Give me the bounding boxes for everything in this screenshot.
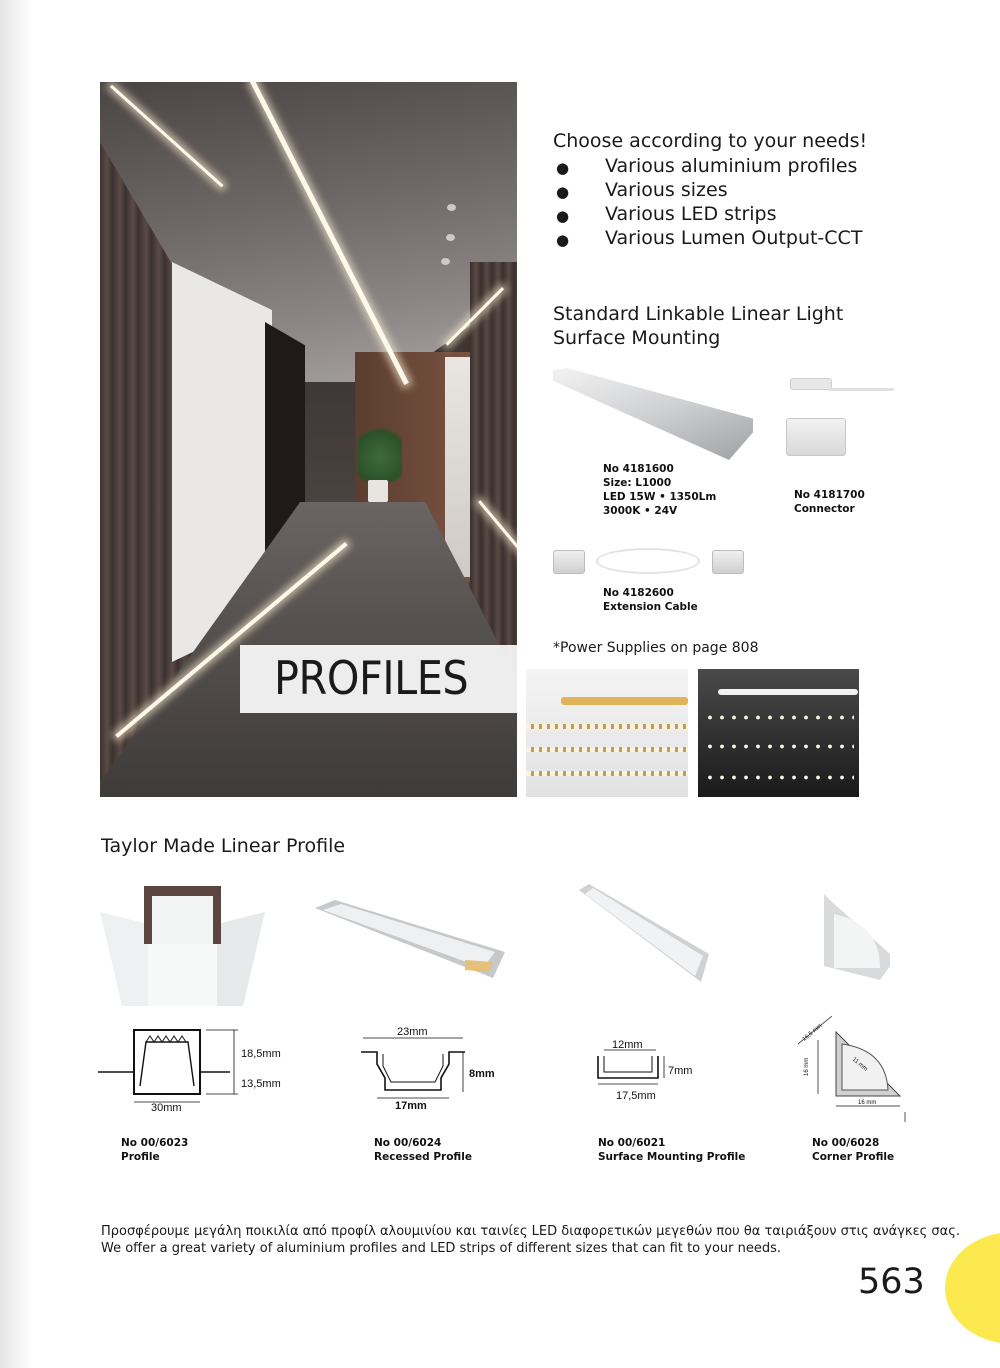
dim-height: 8mm	[469, 1068, 495, 1080]
taylor-title: Taylor Made Linear Profile	[101, 835, 346, 857]
hero-ceiling-spot	[447, 204, 456, 211]
profiles-banner-text: PROFILES	[274, 651, 469, 705]
product-caption-6021	[598, 1136, 745, 1164]
extension-cable-end-right	[712, 550, 744, 574]
page-tab-accent	[945, 1232, 1000, 1344]
dim-height-inner: 13,5mm	[241, 1078, 281, 1090]
dim-bottom: 17,5mm	[616, 1090, 656, 1102]
standard-title-line1: Standard Linkable Linear Light	[553, 303, 844, 325]
product-name: Profile	[121, 1151, 160, 1163]
smd-strip	[526, 747, 688, 752]
profile-6028-photo	[824, 894, 890, 984]
dim-base: 16 mm	[858, 1100, 877, 1106]
product-code: No 00/6023	[121, 1137, 189, 1149]
intro-heading: Choose according to your needs!	[553, 130, 868, 152]
profile-6028-drawing	[790, 1000, 910, 1128]
hero-ceiling-spot	[441, 258, 450, 265]
bullet-dot-icon: ●	[556, 183, 570, 201]
standard-title-line2: Surface Mounting	[553, 327, 721, 349]
dim-top: 23mm	[397, 1026, 428, 1038]
product-spec: Extension Cable	[603, 601, 698, 613]
product-name: Corner Profile	[812, 1151, 895, 1163]
dim-height: 7mm	[668, 1065, 693, 1077]
led-dots	[704, 715, 854, 720]
product-caption-4182600	[603, 586, 698, 614]
bullet-dot-icon: ●	[556, 159, 570, 177]
profile-6023-photo	[100, 884, 265, 1006]
dim-diagonal: 11 mm	[850, 1056, 869, 1073]
hero-ceiling-spot	[446, 234, 455, 241]
product-caption-4181700	[794, 488, 865, 516]
power-supplies-note: *Power Supplies on page 808	[553, 640, 759, 656]
dim-side-a: 16,5 mm	[801, 1023, 824, 1043]
product-spec: Connector	[794, 503, 855, 515]
smd-strip	[526, 771, 688, 776]
dim-height-outer: 18,5mm	[241, 1048, 281, 1060]
hero-plant	[358, 420, 402, 482]
smd-strip	[526, 724, 688, 729]
hero-corridor-photo	[100, 82, 517, 797]
profile-6021-photo	[579, 884, 709, 984]
cob-strip-lit	[718, 689, 858, 695]
dim-width: 30mm	[151, 1102, 182, 1114]
product-code: No 00/6028	[812, 1137, 880, 1149]
profiles-banner	[240, 645, 517, 713]
bullet-dot-icon: ●	[556, 207, 570, 225]
product-name: Recessed Profile	[374, 1151, 472, 1163]
connector-wire-image	[828, 388, 894, 395]
led-dots	[704, 744, 854, 749]
connector-plug-image	[790, 378, 832, 390]
product-spec: 3000K • 24V	[603, 505, 678, 517]
page-number: 563	[858, 1262, 925, 1302]
linear-light-product-image	[553, 368, 753, 460]
product-code: No 00/6021	[598, 1137, 666, 1149]
led-strip-lit-photo	[698, 669, 859, 797]
profile-6024-drawing	[355, 1022, 505, 1114]
product-code: No 4181700	[794, 489, 865, 501]
footer-greek-text: Προσφέρουμε μεγάλη ποικιλία από προφίλ αλουμινίου και ταινίες LED διαφορετικών μεγεθών που θα ταιριάξουν στις ανάγκες σας.	[101, 1224, 960, 1239]
product-code: No 4181600	[603, 463, 674, 475]
cob-strip	[561, 697, 688, 705]
led-dots	[704, 775, 854, 780]
dim-top: 12mm	[612, 1039, 643, 1051]
hero-plant-pot	[368, 480, 388, 502]
dim-side-b: 16 mm	[804, 1057, 810, 1076]
extension-cable-wire	[596, 548, 700, 574]
product-spec: Size: L1000	[603, 477, 672, 489]
profile-6024-photo	[315, 890, 505, 980]
footer-english-text: We offer a great variety of aluminium profiles and LED strips of different sizes that can fit to your needs.	[101, 1241, 782, 1256]
product-caption-6028	[812, 1136, 894, 1164]
dim-bottom: 17mm	[395, 1100, 427, 1112]
product-code: No 4182600	[603, 587, 674, 599]
product-code: No 00/6024	[374, 1137, 442, 1149]
led-strip-photo	[526, 669, 688, 797]
bullet-dot-icon: ●	[556, 231, 570, 249]
product-caption-4181600	[603, 462, 716, 518]
product-caption-6023	[121, 1136, 188, 1164]
profile-6023-drawing	[98, 1022, 318, 1120]
profile-6021-drawing	[594, 1036, 724, 1106]
product-caption-6024	[374, 1136, 472, 1164]
page-spine-shadow	[0, 0, 34, 1368]
product-name: Surface Mounting Profile	[598, 1151, 746, 1163]
connector-product-image	[786, 418, 846, 456]
product-spec: LED 15W • 1350Lm	[603, 491, 717, 503]
extension-cable-end-left	[553, 550, 585, 574]
